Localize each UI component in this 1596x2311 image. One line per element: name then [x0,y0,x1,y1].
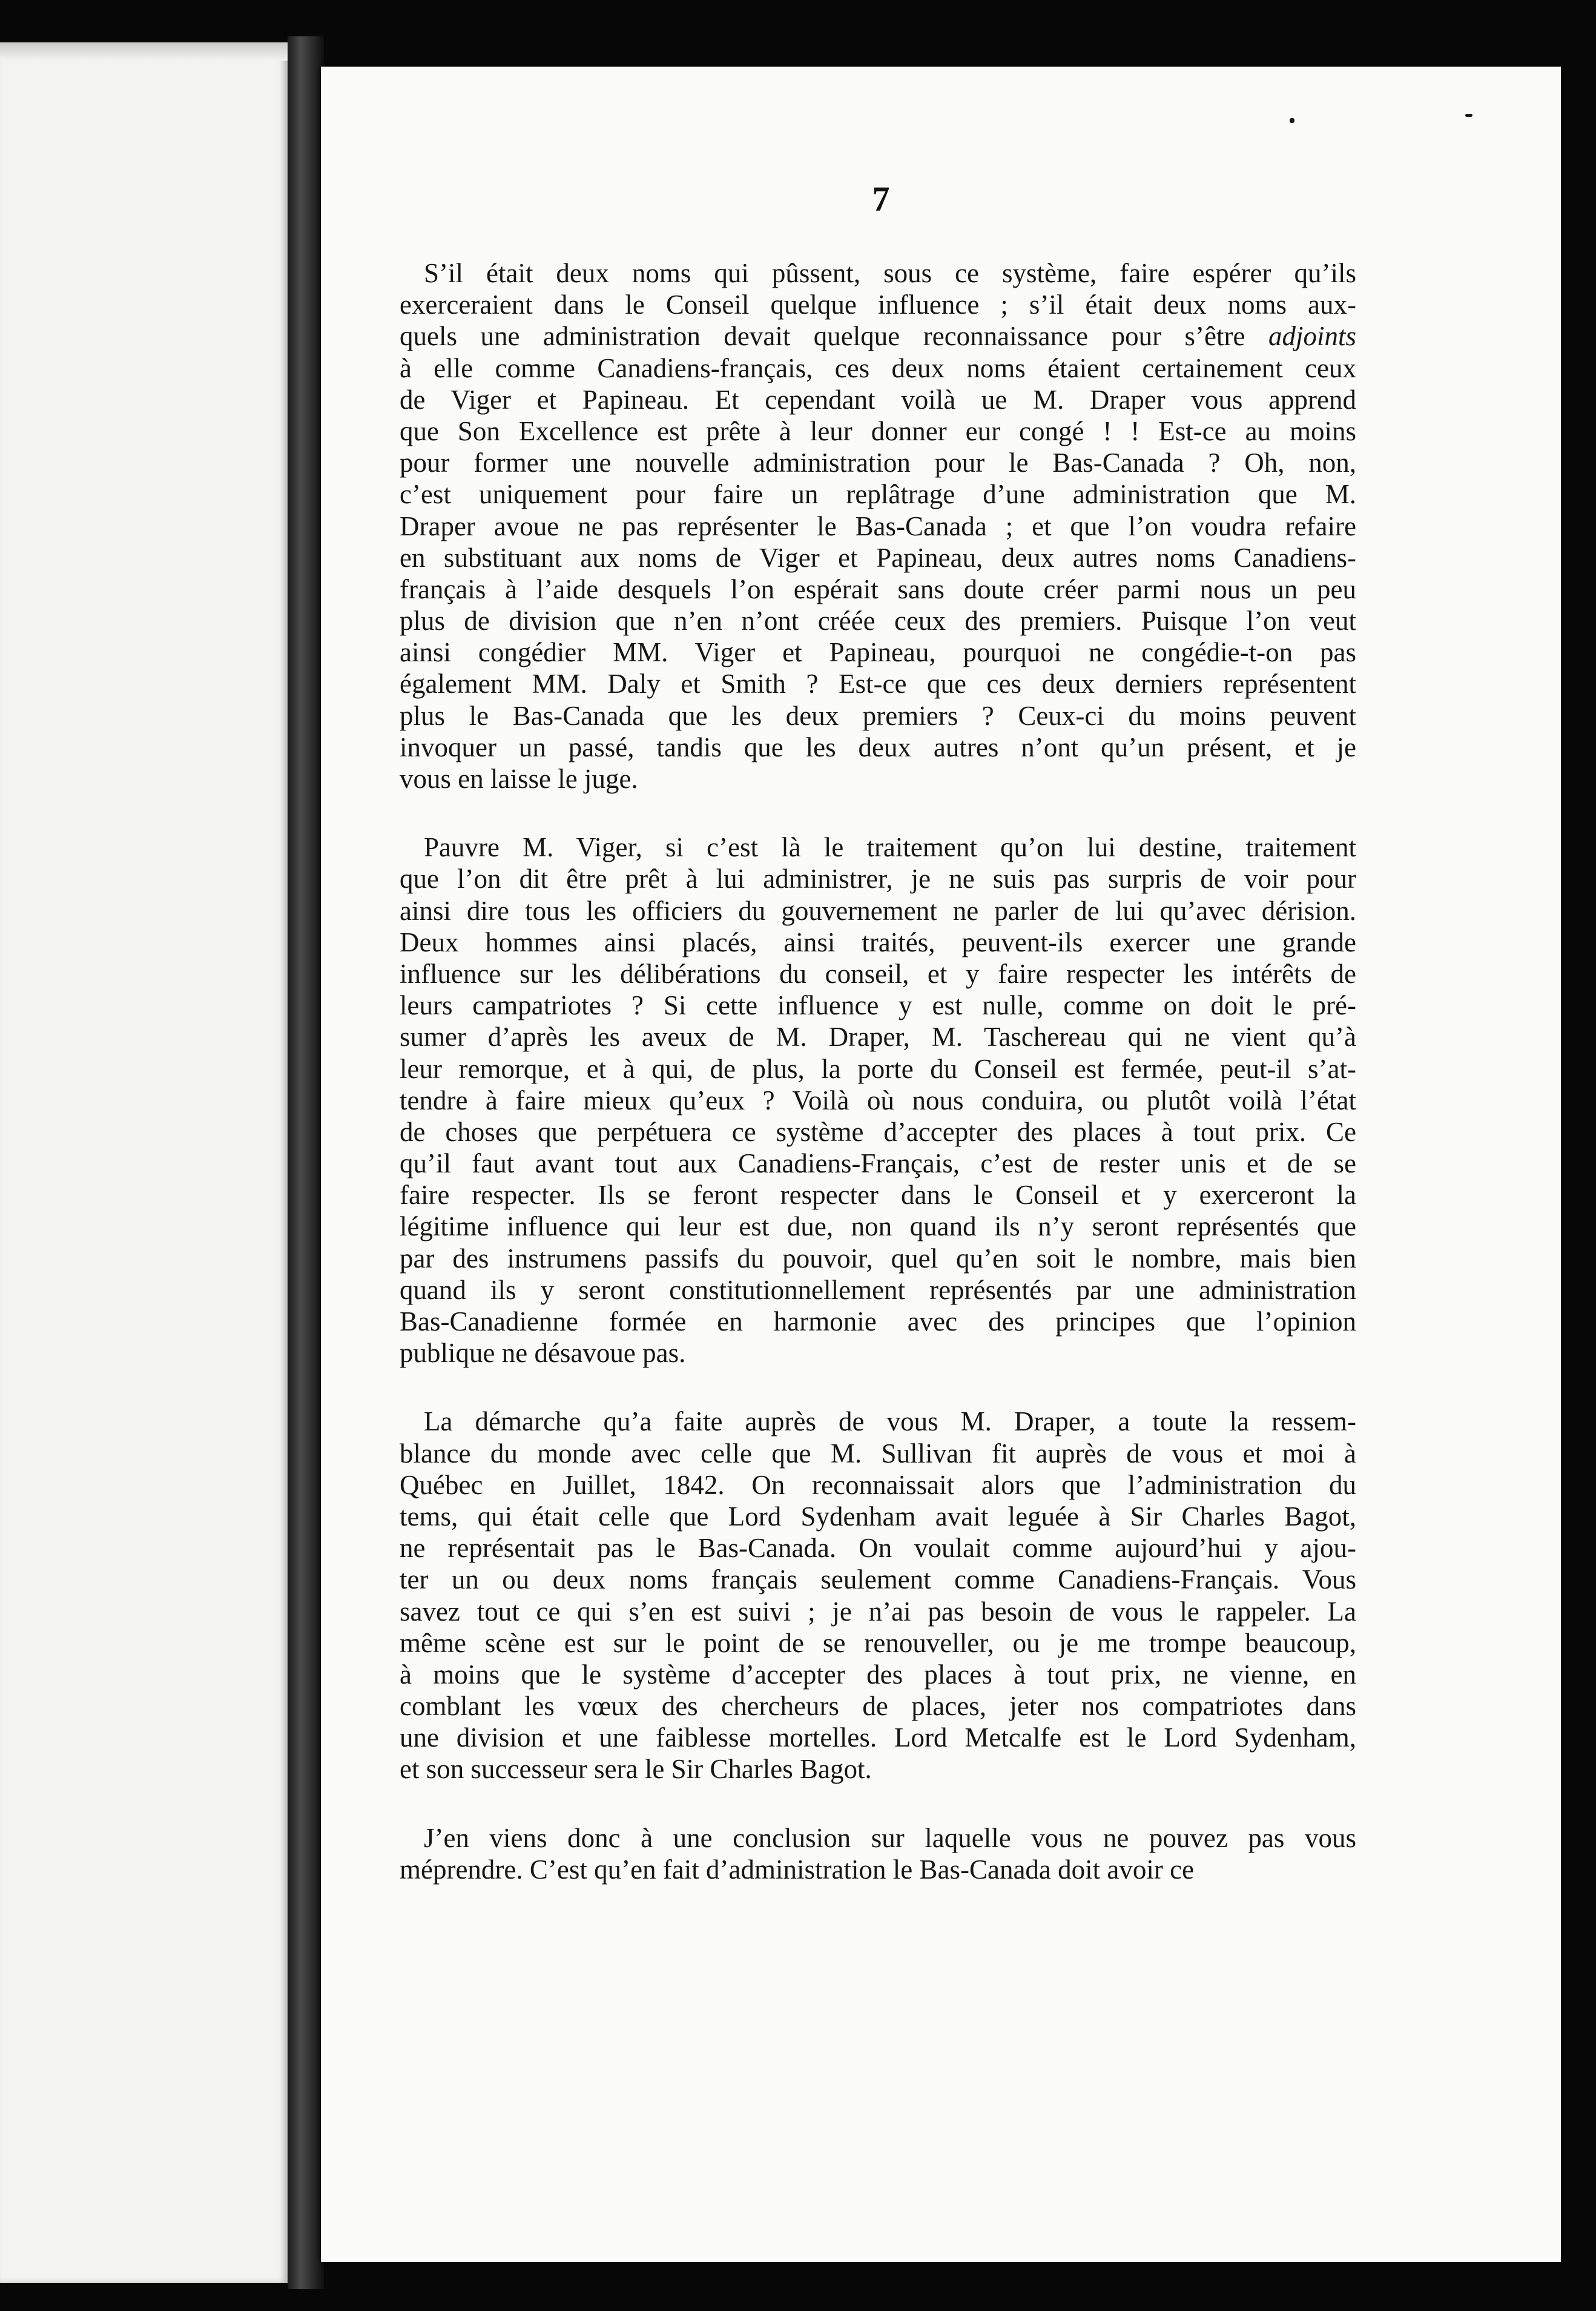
text-line: ter un ou deux noms français seulement comme Canadiens-Français. Vous [400,1564,1356,1595]
text-line: leurs campatriotes ? Si cette influence y est nulle, comme on doit le pré- [400,990,1356,1021]
text-line: méprendre. C’est qu’en fait d’administration le Bas-Canada doit avoir ce [400,1854,1195,1885]
text-line: Draper avoue ne pas représenter le Bas-Canada ; et que l’on voudra refaire [400,511,1356,541]
text-line: par des instrumens passifs du pouvoir, quel qu’en soit le nombre, mais bien [400,1243,1356,1274]
text-line: et son successeur sera le Sir Charles Bagot. [400,1754,872,1785]
text-line: de choses que perpétuera ce système d’accepter des places à tout prix. Ce [400,1116,1356,1147]
italic-word: adjoints [1268,321,1356,352]
text-line: pour former une nouvelle administration pour le Bas-Canada ? Oh, non, [400,448,1356,478]
text-line: La démarche qu’a faite auprès de vous M. Draper, a toute la ressem- [424,1406,1356,1437]
text-line: publique ne désavoue pas. [400,1338,686,1369]
paragraph [400,257,1356,795]
text-line: qu’il faut avant tout aux Canadiens-Français, c’est de rester unis et de se [400,1148,1356,1179]
page-number: 7 [872,179,890,219]
page-speck [1465,114,1472,117]
text-line: Deux hommes ainsi placés, ainsi traités, peuvent-ils exercer une grande [400,927,1356,957]
page-speck [1290,118,1294,123]
text-line: français à l’aide desquels l’on espérait sans doute créer parmi nous un peu [400,574,1356,604]
text-line: ne représentait pas le Bas-Canada. On voulait comme aujourd’hui y ajou- [400,1533,1356,1564]
text-line: Québec en Juillet, 1842. On reconnaissait alors que l’administration du [400,1469,1356,1500]
left-facing-page [0,42,288,2283]
text-line: même scène est sur le point de se renouveller, ou je me trompe beaucoup, [400,1627,1356,1658]
text-line: c’est uniquement pour faire un replâtrage d’une administration que M. [400,479,1356,510]
text-line: savez tout ce qui s’en est suivi ; je n’ai pas besoin de vous le rappeler. La [400,1596,1356,1627]
text-line: que l’on dit être prêt à lui administrer, je ne suis pas surpris de voir pour [400,864,1356,894]
text-line: également MM. Daly et Smith ? Est-ce que ces deux derniers représentent [400,669,1356,699]
text-line: de Viger et Papineau. Et cependant voilà ue M. Draper vous apprend [400,384,1356,415]
text-line: à moins que le système d’accepter des places à tout prix, ne vienne, en [400,1659,1356,1690]
text-line: plus de division que n’en n’ont créée ceux des premiers. Puisque l’on veut [400,606,1356,636]
page-body [400,257,1356,1885]
left-page-top-edge [0,42,288,61]
text-line: ainsi congédier MM. Viger et Papineau, pourquoi ne congédie-t-on pas [400,637,1356,668]
text-line: ainsi dire tous les officiers du gouvernement ne parler de lui qu’avec dérision. [400,895,1356,926]
text-line: tendre à faire mieux qu’eux ? Voilà où nous conduira, ou plutôt voilà l’état [400,1085,1356,1116]
text-line: que Son Excellence est prête à leur donner eur congé ! ! Est-ce au moins [400,415,1356,446]
text-line: tems, qui était celle que Lord Sydenham avait leguée à Sir Charles Bagot, [400,1501,1356,1532]
text-line: blance du monde avec celle que M. Sullivan fit auprès de vous et moi à [400,1438,1356,1469]
text-line: Pauvre M. Viger, si c’est là le traitement qu’on lui destine, traitement [424,832,1356,863]
text-line: une division et une faiblesse mortelles. Lord Metcalfe est le Lord Sydenham, [400,1722,1356,1753]
text-line: à elle comme Canadiens-français, ces deux noms étaient certainement ceux [400,352,1356,383]
paragraph [400,831,1356,1369]
text-line: S’il était deux noms qui pûssent, sous ce système, faire espérer qu’ils [424,258,1356,288]
book-gutter [288,36,324,2289]
text-line [400,320,1356,352]
text-line: vous en laisse le juge. [400,764,638,794]
text-line-segment: quels une administration devait quelque reconnaissance pour s’être [400,321,1268,352]
paragraph [400,1822,1356,1885]
text-line: invoquer un passé, tandis que les deux autres n’ont qu’un présent, et je [400,732,1356,762]
text-line: Bas-Canadienne formée en harmonie avec des principes que l’opinion [400,1306,1356,1337]
text-line: comblant les vœux des chercheurs de places, jeter nos compatriotes dans [400,1691,1356,1722]
text-line: exerceraient dans le Conseil quelque influence ; s’il était deux noms aux- [400,289,1356,320]
text-line: J’en viens donc à une conclusion sur laquelle vous ne pouvez pas vous [424,1822,1356,1853]
text-line: leur remorque, et à qui, de plus, la porte du Conseil est fermée, peut-il s’at- [400,1053,1356,1084]
text-line: plus le Bas-Canada que les deux premiers ? Ceux-ci du moins peuvent [400,700,1356,731]
text-line: influence sur les délibérations du conseil, et y faire respecter les intérêts de [400,958,1356,989]
text-line: faire respecter. Ils se feront respecter dans le Conseil et y exerceront la [400,1180,1356,1211]
text-line: légitime influence qui leur est due, non quand ils n’y seront représentés que [400,1211,1356,1242]
text-line: en substituant aux noms de Viger et Papineau, deux autres noms Canadiens- [400,542,1356,573]
paragraph [400,1406,1356,1785]
text-line: quand ils y seront constitutionnellement représentés par une administration [400,1274,1356,1305]
text-line: sumer d’après les aveux de M. Draper, M. Taschereau qui ne vient qu’à [400,1022,1356,1053]
